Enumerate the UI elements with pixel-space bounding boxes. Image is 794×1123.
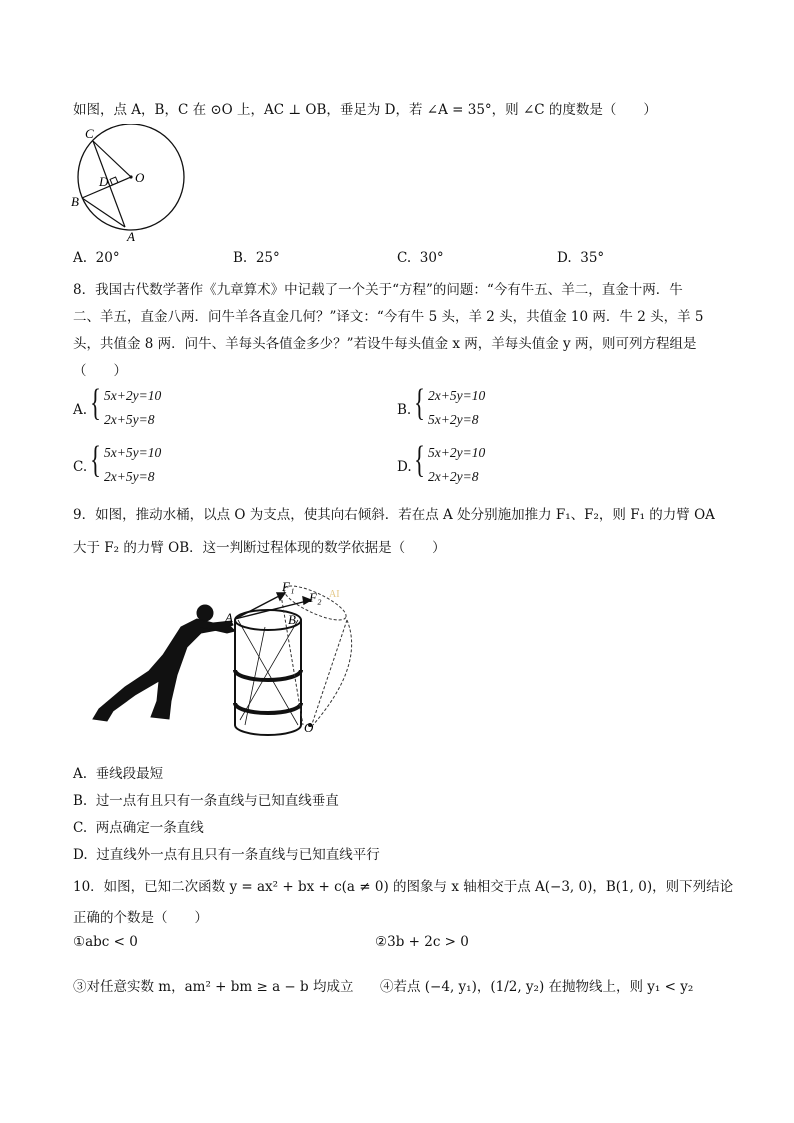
q10-statement-3: ③对任意实数 m，am² + bm ≥ a − b 均成立 bbox=[73, 979, 354, 995]
q8-d-eq1: 5x+2y=10 bbox=[428, 445, 486, 460]
q8-line1: 8．我国古代数学著作《九章算术》中记载了一个关于“方程”的问题：“今有牛五、羊二，直金十两．牛 bbox=[73, 282, 683, 298]
q9-option-a[interactable]: A. 垂线段最短 bbox=[73, 766, 164, 782]
q8-line2: 二、羊五，直金八两．问牛羊各直金几何？”译文：“今有牛 5 头，羊 2 头，共值金 10 两．牛 2 头，羊 5 bbox=[73, 309, 704, 325]
q10-line1: 10．如图，已知二次函数 y = ax² + bx + c(a ≠ 0) 的图象与 x 轴相交于点 A(−3, 0)，B(1, 0)，则下列结论 bbox=[73, 879, 734, 895]
label-O: O bbox=[304, 720, 314, 735]
q9-option-d[interactable]: D. 过直线外一点有且只有一条直线与已知直线平行 bbox=[73, 847, 380, 863]
q10-statement-1: ①abc < 0 bbox=[73, 934, 138, 950]
label-F2: F₂ bbox=[309, 590, 322, 605]
q8-option-d-letter[interactable]: D. bbox=[397, 459, 412, 475]
q7-stem: 如图，点 A，B，C 在 ⊙O 上，AC ⊥ OB，垂足为 D，若 ∠A = 35°，则 ∠C 的度数是（ ） bbox=[73, 102, 657, 118]
q8-b-eq2: 5x+2y=8 bbox=[428, 412, 479, 427]
q8-option-c-letter[interactable]: C. bbox=[73, 459, 88, 475]
label-F1: F₁ bbox=[282, 579, 295, 594]
q8-option-a-system[interactable] bbox=[90, 382, 230, 436]
person-silhouette bbox=[93, 605, 235, 721]
q8-d-eq2: 2x+2y=8 bbox=[428, 469, 479, 484]
q7-option-b[interactable]: B. 25° bbox=[233, 250, 280, 266]
label-O: O bbox=[135, 170, 145, 185]
q8-a-eq1: 5x+2y=10 bbox=[104, 388, 162, 403]
q8-c-eq1: 5x+5y=10 bbox=[104, 445, 162, 460]
q7-option-a[interactable]: A. 20° bbox=[73, 250, 120, 266]
label-C: C bbox=[85, 126, 94, 141]
q8-option-b-system[interactable] bbox=[414, 382, 554, 436]
watermark-AI: AI bbox=[329, 589, 340, 600]
q7-option-c[interactable]: C. 30° bbox=[397, 250, 444, 266]
q7-option-d[interactable]: D. 35° bbox=[557, 250, 605, 266]
q8-b-eq1: 2x+5y=10 bbox=[428, 388, 486, 403]
brace-icon: { bbox=[414, 382, 425, 424]
q8-line4: （ ） bbox=[73, 363, 127, 379]
q8-line3: 头，共值金 8 两．问牛、羊每头各值金多少？”若设牛每头值金 x 两，羊每头值金 y 两，则可列方程组是 bbox=[73, 336, 697, 352]
q8-option-c-system[interactable] bbox=[90, 439, 230, 493]
q9-line2: 大于 F₂ 的力臂 OB．这一判断过程体现的数学依据是（ ） bbox=[73, 540, 446, 556]
q10-statement-4: ④若点 (−4, y₁)，(1/2, y₂) 在抛物线上，则 y₁ < y₂ bbox=[380, 979, 694, 995]
label-B: B bbox=[288, 612, 296, 627]
q8-option-d-system[interactable] bbox=[414, 439, 554, 493]
q7-circle-figure bbox=[66, 124, 192, 244]
q8-c-eq2: 2x+5y=8 bbox=[104, 469, 155, 484]
brace-icon: { bbox=[414, 439, 425, 481]
label-A: A bbox=[225, 610, 233, 625]
q9-option-b[interactable]: B. 过一点有且只有一条直线与已知直线垂直 bbox=[73, 793, 339, 809]
q8-a-eq2: 2x+5y=8 bbox=[104, 412, 155, 427]
q9-bucket-figure bbox=[85, 575, 365, 740]
label-B: B bbox=[71, 194, 79, 209]
q8-option-a-letter[interactable]: A. bbox=[73, 402, 88, 418]
q9-option-c[interactable]: C. 两点确定一条直线 bbox=[73, 820, 204, 836]
q9-line1: 9．如图，推动水桶，以点 O 为支点，使其向右倾斜．若在点 A 处分别施加推力 F₁、F₂，则 F₁ 的力臂 OA bbox=[73, 507, 715, 523]
brace-icon: { bbox=[90, 439, 101, 481]
q10-statement-2: ②3b + 2c > 0 bbox=[375, 934, 469, 950]
q10-line2: 正确的个数是（ ） bbox=[73, 910, 208, 926]
q8-option-b-letter[interactable]: B. bbox=[397, 402, 412, 418]
brace-icon: { bbox=[90, 382, 101, 424]
label-A: A bbox=[127, 229, 135, 244]
label-D: D bbox=[99, 174, 109, 189]
